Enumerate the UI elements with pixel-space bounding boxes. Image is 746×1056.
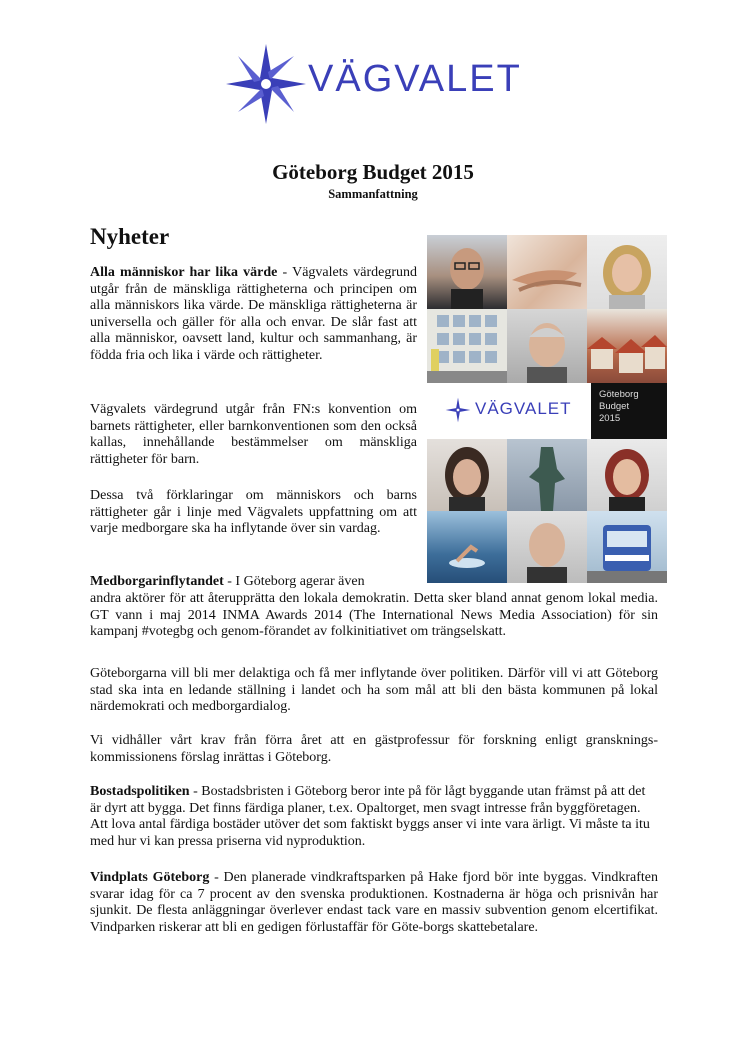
portrait-man-glasses-photo <box>427 235 507 309</box>
collage-logo-wordmark: VÄGVALET <box>475 399 572 418</box>
paragraph-gastprofessur <box>90 733 658 766</box>
portrait-red-hair-woman-photo <box>587 439 667 511</box>
paragraph-bostadspolitiken <box>90 784 658 850</box>
paragraph-text: Vägvalets värdegrund utgår från FN:s konvention om barnets rättigheter, eller barnkonventionen som den också kallas, innehållande bestämmelser om mänskliga rättigheter för barn. <box>90 402 417 467</box>
paragraph-lika-varde <box>90 265 417 365</box>
statue-photo <box>507 439 587 511</box>
paragraph-lead: Vindplats Göteborg <box>90 870 210 885</box>
paragraph-medborgarinflytandet-start <box>90 574 417 591</box>
badge-line: Budget <box>599 401 630 412</box>
document-title: Göteborg Budget 2015 <box>272 160 474 184</box>
section-heading: Nyheter <box>90 224 170 249</box>
portrait-woman-photo <box>587 235 667 309</box>
portrait-older-man-photo <box>507 309 587 383</box>
paragraph-vindplats <box>90 870 658 936</box>
paragraph-medborgarinflytandet-cont <box>90 591 658 641</box>
paragraph-forklaringar <box>90 488 417 538</box>
collage-logo <box>445 397 585 425</box>
paragraph-lead: Medborgarinflytandet <box>90 574 224 589</box>
paragraph-fn-konvention <box>90 402 417 468</box>
paragraph-text: Vi vidhåller vårt krav från förra året att en gästprofessur för forskning enligt gransknings-kommissionens förslag inrättas i Göteborg. <box>90 733 658 765</box>
paragraph-lead: Alla människor har lika värde <box>90 265 278 280</box>
badge-line: 2015 <box>599 413 621 424</box>
swimmer-photo <box>427 511 507 583</box>
compass-star-icon <box>224 42 308 126</box>
portrait-dark-hair-woman-photo <box>427 439 507 511</box>
compass-star-icon <box>445 397 471 423</box>
art-exhibition-photo <box>427 309 507 383</box>
paragraph-text: - I Göteborg agerar även <box>223 574 365 589</box>
collage-budget-badge <box>591 383 667 439</box>
paragraph-lead: Bostadspolitiken <box>90 784 190 799</box>
paragraph-text: - Den planerade vindkraftsparken på Hake fjord bör inte byggas. Vindkraften svarar idag för ca 7 procent av den svenska produktionen. Kostnaderna är höga och prisnivån har sjunkit. De flesta anläggningar överlever endast tack vare en massiv subvention genom elcertifikat. Vindparken riskerar att bli en gedigen förlustaffär för Göte-borgs skattebetalare. <box>90 870 658 935</box>
hands-photo <box>507 235 587 309</box>
logo-wordmark: VÄGVALET <box>308 58 522 100</box>
photo-collage <box>427 235 667 583</box>
paragraph-text: andra aktörer för att återupprätta den lokala demokratin. Detta sker bland annat genom lokal media. GT vann i maj 2014 INMA Awards 2014 (The International News Media Association) för sin kampanj #votegbg och genom-förandet av folkinitiativet om trängselskatt. <box>90 591 658 640</box>
document-subtitle: Sammanfattning <box>328 187 418 201</box>
paragraph-delaktiga <box>90 666 658 716</box>
paragraph-text: - Vägvalets värdegrund utgår från de mänskliga rättigheterna och principen om alla människors lika värde. De mänskliga rättigheterna är universella och gäller för alla och envar. De slår fast att alla människor, oavsett land, kultur och sammanhang, är födda fria och lika i värde och rättigheter. <box>90 265 417 363</box>
tram-photo <box>587 511 667 583</box>
badge-line: Göteborg <box>599 389 639 400</box>
paragraph-text: Göteborgarna vill bli mer delaktiga och få mer inflytande över politiken. Därför vill vi att Göteborg stad ska inta en ledande ställning i landet och ha som mål att bli den bästa kommunen på lokal närdemokrati och medborgardialog. <box>90 666 658 715</box>
city-rooftops-photo <box>587 309 667 383</box>
paragraph-text: Dessa två förklaringar om människors och barns rättigheter går i linje med Vägvalets uppfattning om att varje medborgare ska ha inflytande över sin vardag. <box>90 488 417 537</box>
portrait-bald-man-photo <box>507 511 587 583</box>
vagvalet-logo <box>224 42 524 126</box>
paragraph-text: - Bostadsbristen i Göteborg beror inte på för lågt byggande utan främst på att det är dyrt att bygga. Det finns färdiga planer, t.ex. Opaltorget, men svagt intresse från byggföretagen. Att lova antal färdiga bostäder utöver det som faktiskt byggs anser vi inte vara ärligt. Vi måste ta itu med hur vi kan pressa priserna vid nyproduktion. <box>90 784 650 849</box>
